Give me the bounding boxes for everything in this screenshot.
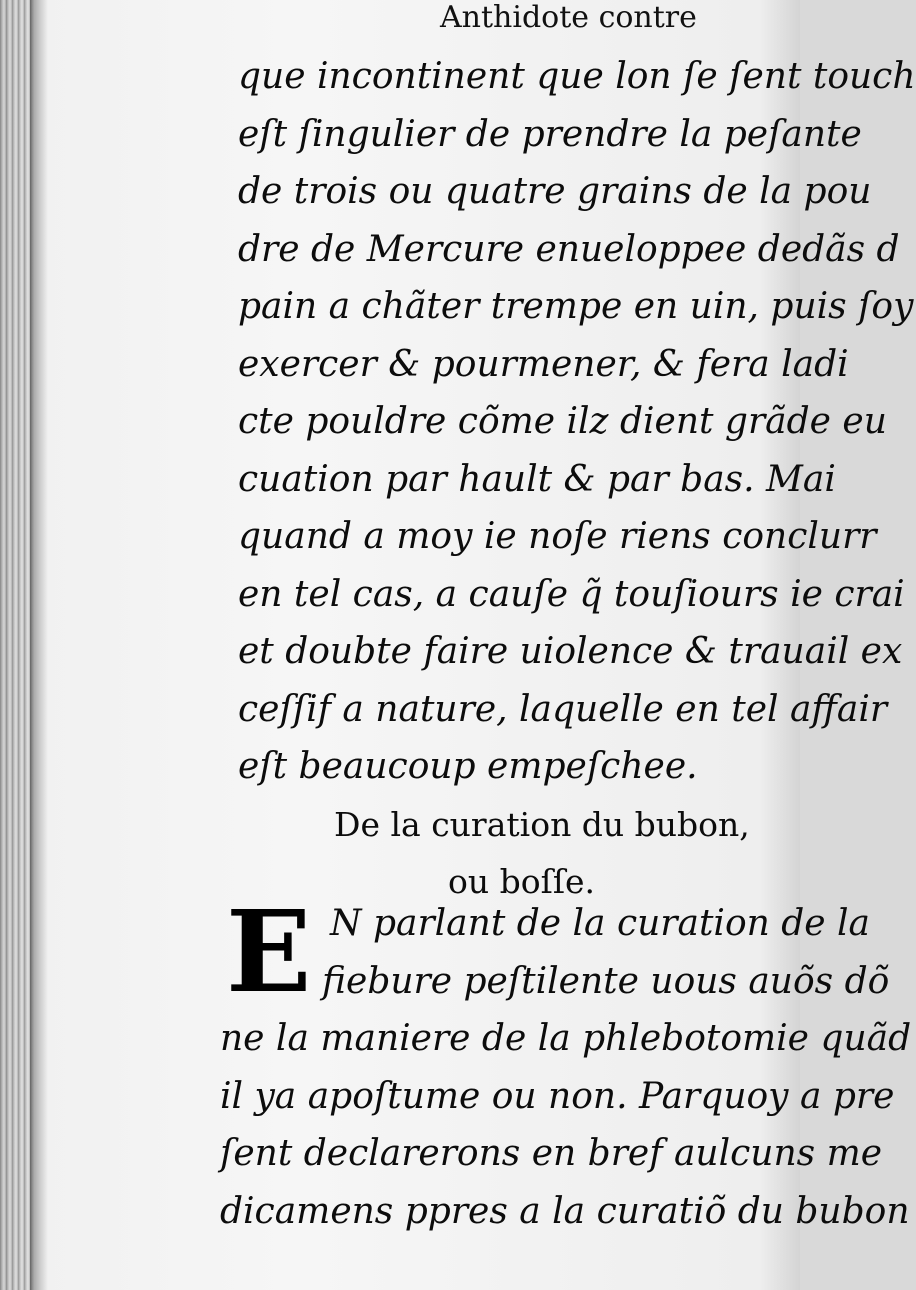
paragraph [220,887,912,1240]
paragraph-line: N parlant de la curation de la [330,903,871,944]
page-edges [0,0,34,1290]
text-line: exercer & pourmener, & fera ladi [238,343,849,385]
paragraph-line: ne la maniere de la phlebotomie quãd [220,1018,912,1059]
text-line: en tel cas, a cauſe q̃ touſiours ie crai [238,573,905,615]
body-text [238,48,916,911]
section-heading-line-1: De la curation du bubon, [334,804,750,844]
text-line: eſt ſingulier de prendre la peſante [238,113,862,155]
text-line: et doubte faire uiolence & trauail ex [238,631,903,672]
gutter-shadow [30,0,48,1290]
text-line: de trois ou quatre grains de la pou [238,171,872,212]
running-header: Anthidote contre [440,0,697,35]
text-line: ceſſif a nature, laquelle en tel affair [238,688,888,730]
text-line: cuation par hault & par bas. Mai [238,458,836,500]
paragraph-line: fiebure peſtilente uous auõs dõ [322,960,890,1002]
text-line: dre de Mercure enueloppee dedãs d [238,228,900,270]
paragraph-line: ſent declarerons en bref aulcuns me [220,1133,883,1174]
section-heading-line-2: ou boſſe. [448,862,596,901]
text-line: eſt beaucoup empeſchee. [238,746,698,787]
text-line: que incontinent que lon ſe ſent touch [238,56,916,97]
drop-cap: E [226,887,312,1018]
text-line: cte pouldre cõme ilz dient grãde eu [238,401,887,442]
text-line: quand a moy ie noſe riens conclurr [238,516,877,557]
paragraph-line: dicamens ppres a la curatiõ du bubon [220,1190,910,1232]
text-line: pain a chãter trempe en uin, puis ſoy [238,286,914,327]
paragraph-line: il ya apoſtume ou non. Parquoy a pre [220,1075,895,1117]
